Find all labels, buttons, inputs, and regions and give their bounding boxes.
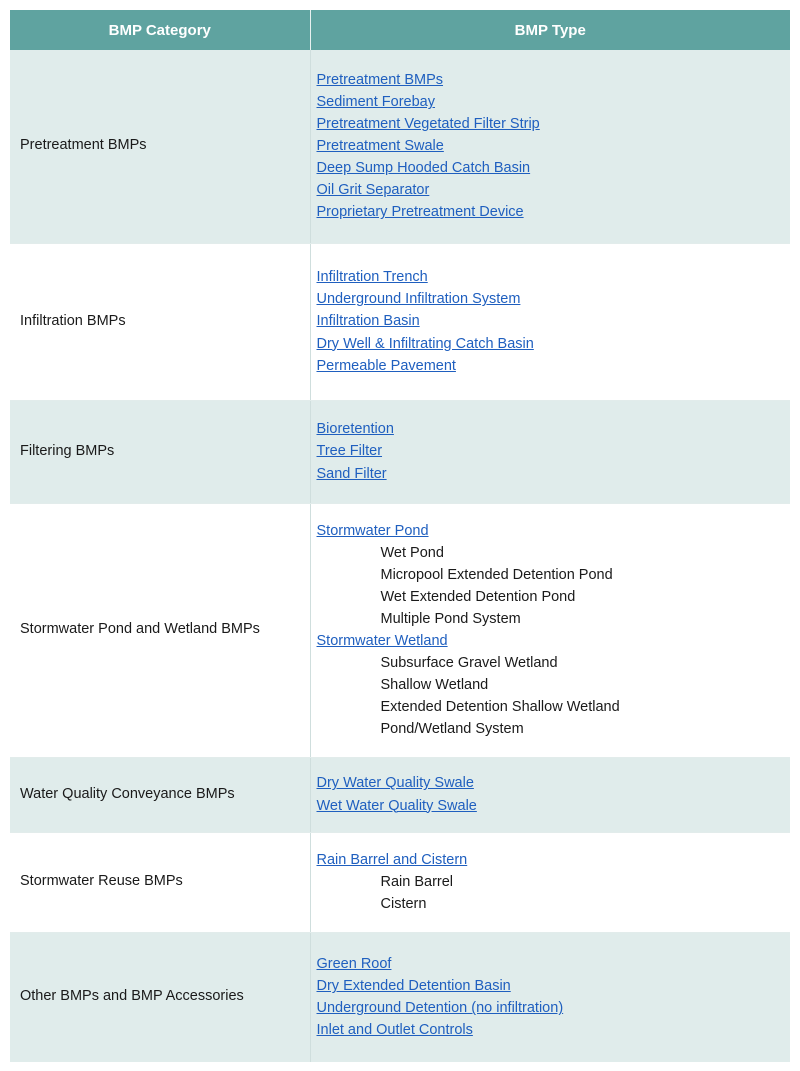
bmp-subtype-label: Multiple Pond System <box>380 610 521 627</box>
bmp-type-list <box>317 953 785 1041</box>
bmp-type-link[interactable]: Wet Water Quality Swale <box>316 797 477 814</box>
table-row <box>10 503 790 757</box>
bmp-subtype-label: Rain Barrel <box>380 873 454 890</box>
bmp-type-link[interactable]: Pretreatment Vegetated Filter Strip <box>316 116 540 133</box>
bmp-category-label: Infiltration BMPs <box>20 312 126 329</box>
bmp-type-link[interactable]: Infiltration Trench <box>316 269 428 286</box>
table-row <box>10 757 790 832</box>
bmp-type-link[interactable]: Sediment Forebay <box>316 94 435 111</box>
bmp-type-link[interactable]: Underground Detention (no infiltration) <box>316 1000 564 1017</box>
bmp-type-link[interactable]: Permeable Pavement <box>316 357 456 374</box>
list-item <box>317 333 785 355</box>
bmp-type-link[interactable]: Stormwater Wetland <box>316 633 448 649</box>
bmp-type-list <box>317 520 785 740</box>
bmp-type-link[interactable]: Green Roof <box>316 956 392 973</box>
bmp-category-cell <box>10 932 310 1062</box>
bmp-category-cell <box>10 50 310 243</box>
list-item <box>317 135 785 157</box>
bmp-type-list <box>317 69 785 223</box>
bmp-type-list <box>317 418 785 484</box>
list-item <box>317 564 785 586</box>
bmp-type-cell <box>310 503 790 757</box>
list-item <box>317 266 785 288</box>
bmp-type-link[interactable]: Proprietary Pretreatment Device <box>316 204 524 221</box>
list-item <box>317 674 785 696</box>
bmp-type-list <box>317 772 785 816</box>
list-item <box>317 440 785 462</box>
bmp-type-cell <box>310 50 790 243</box>
bmp-subtype-label: Extended Detention Shallow Wetland <box>380 699 620 716</box>
bmp-type-link[interactable]: Pretreatment Swale <box>316 138 444 155</box>
bmp-category-cell <box>10 243 310 400</box>
table-row <box>10 832 790 932</box>
table-row <box>10 243 790 400</box>
list-item <box>317 157 785 179</box>
bmp-type-link[interactable]: Underground Infiltration System <box>316 291 521 308</box>
list-item <box>317 586 785 608</box>
bmp-table-container <box>10 10 790 1062</box>
bmp-table <box>10 10 790 1062</box>
bmp-category-cell <box>10 503 310 757</box>
bmp-type-link[interactable]: Sand Filter <box>316 465 387 482</box>
bmp-type-cell <box>310 932 790 1062</box>
table-row <box>10 932 790 1062</box>
bmp-type-cell <box>310 832 790 932</box>
list-item <box>317 179 785 201</box>
list-item <box>317 288 785 310</box>
bmp-category-label: Pretreatment BMPs <box>20 137 147 154</box>
list-item <box>317 69 785 91</box>
bmp-type-list <box>317 849 785 915</box>
list-item <box>317 113 785 135</box>
list-item <box>317 201 785 223</box>
bmp-type-link[interactable]: Tree Filter <box>316 443 383 460</box>
bmp-category-cell <box>10 832 310 932</box>
table-header <box>10 10 790 50</box>
list-item <box>317 520 785 542</box>
bmp-subtype-label: Shallow Wetland <box>380 677 489 694</box>
bmp-category-label: Water Quality Conveyance BMPs <box>20 785 235 802</box>
bmp-type-link[interactable]: Deep Sump Hooded Catch Basin <box>316 160 531 177</box>
bmp-category-label: Other BMPs and BMP Accessories <box>20 988 244 1005</box>
list-item <box>317 718 785 740</box>
bmp-type-link[interactable]: Bioretention <box>316 421 394 438</box>
bmp-subtype-label: Wet Extended Detention Pond <box>380 588 576 605</box>
table-row <box>10 400 790 503</box>
bmp-category-cell <box>10 757 310 832</box>
list-item <box>317 355 785 377</box>
list-item <box>317 418 785 440</box>
list-item <box>317 871 785 893</box>
list-item <box>317 997 785 1019</box>
bmp-category-label: Stormwater Pond and Wetland BMPs <box>20 621 260 638</box>
bmp-type-cell <box>310 757 790 832</box>
list-item <box>317 772 785 794</box>
bmp-type-link[interactable]: Stormwater Pond <box>316 522 429 539</box>
column-header-bmp-type: BMP Type <box>310 10 790 50</box>
bmp-category-label: Filtering BMPs <box>20 442 115 459</box>
bmp-type-link[interactable]: Dry Well & Infiltrating Catch Basin <box>316 335 534 352</box>
list-item <box>317 630 785 652</box>
table-body <box>10 50 790 1062</box>
bmp-type-link[interactable]: Dry Extended Detention Basin <box>316 978 511 995</box>
bmp-subtype-label: Micropool Extended Detention Pond <box>380 566 613 583</box>
bmp-type-cell <box>310 243 790 400</box>
header-row <box>10 10 790 50</box>
bmp-type-cell <box>310 400 790 503</box>
list-item <box>317 953 785 975</box>
bmp-type-link[interactable]: Pretreatment BMPs <box>316 72 444 89</box>
list-item <box>317 608 785 630</box>
bmp-category-cell <box>10 400 310 503</box>
table-row <box>10 50 790 243</box>
list-item <box>317 849 785 871</box>
bmp-type-link[interactable]: Inlet and Outlet Controls <box>316 1022 473 1039</box>
bmp-subtype-label: Pond/Wetland System <box>380 721 524 738</box>
list-item <box>317 1019 785 1041</box>
list-item <box>317 893 785 915</box>
bmp-subtype-label: Subsurface Gravel Wetland <box>380 655 558 672</box>
bmp-type-link[interactable]: Rain Barrel and Cistern <box>316 851 468 868</box>
list-item <box>317 696 785 718</box>
list-item <box>317 542 785 564</box>
column-header-bmp-category: BMP Category <box>10 10 310 50</box>
bmp-subtype-label: Cistern <box>380 896 427 913</box>
bmp-type-link[interactable]: Infiltration Basin <box>316 313 420 330</box>
list-item <box>317 652 785 674</box>
bmp-type-list <box>317 266 785 376</box>
list-item <box>317 91 785 113</box>
bmp-type-link[interactable]: Dry Water Quality Swale <box>316 775 474 792</box>
bmp-category-label: Stormwater Reuse BMPs <box>20 873 183 890</box>
list-item <box>317 310 785 332</box>
list-item <box>317 975 785 997</box>
bmp-subtype-label: Wet Pond <box>380 544 444 561</box>
list-item <box>317 795 785 817</box>
list-item <box>317 463 785 485</box>
bmp-type-link[interactable]: Oil Grit Separator <box>316 182 430 199</box>
